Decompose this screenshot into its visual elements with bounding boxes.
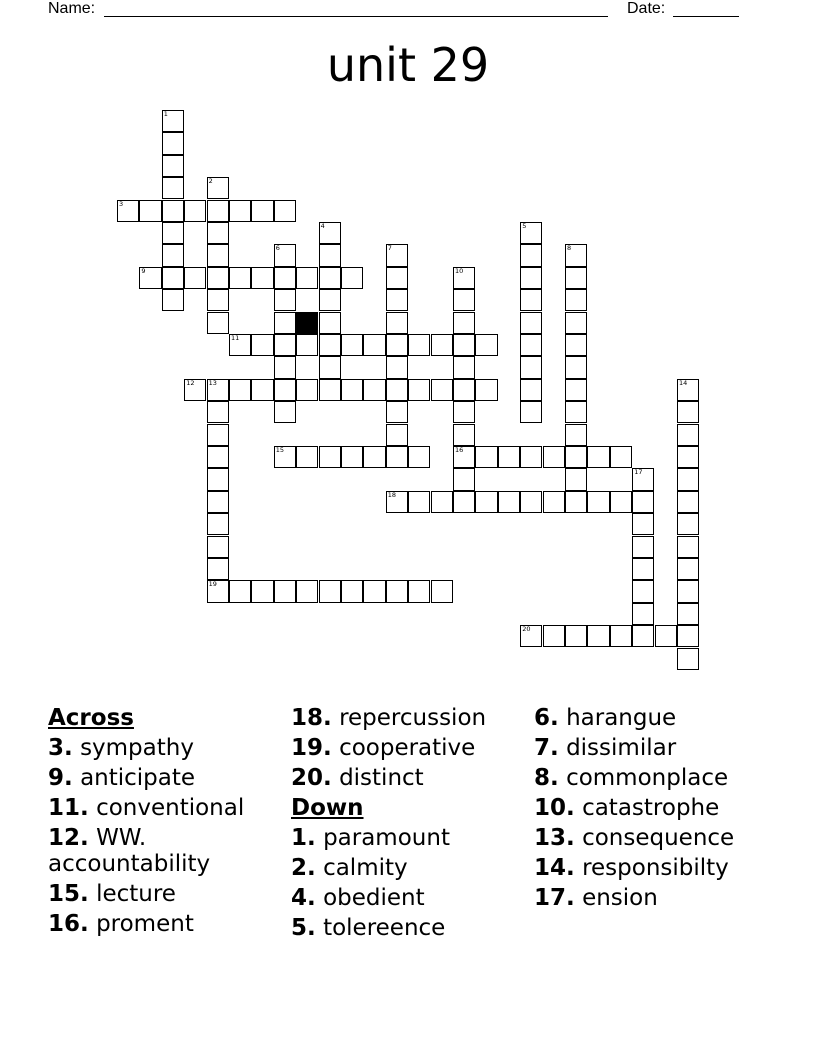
grid-cell[interactable] bbox=[565, 334, 587, 356]
grid-cell[interactable] bbox=[565, 379, 587, 401]
clue-down-14: 14. responsibilty bbox=[534, 855, 729, 881]
grid-cell[interactable] bbox=[162, 200, 184, 222]
grid-cell[interactable] bbox=[632, 536, 654, 558]
grid-cell[interactable] bbox=[677, 468, 699, 490]
grid-cell[interactable] bbox=[543, 446, 565, 468]
clue-across-9: 9. anticipate bbox=[48, 765, 196, 791]
grid-cell[interactable] bbox=[386, 312, 408, 334]
grid-cell[interactable] bbox=[386, 580, 408, 602]
grid-cell[interactable] bbox=[207, 468, 229, 490]
grid-cell[interactable] bbox=[565, 289, 587, 311]
clue-across-19: 19. cooperative bbox=[291, 735, 476, 761]
grid-cell[interactable] bbox=[520, 491, 542, 513]
grid-cell[interactable] bbox=[475, 334, 497, 356]
grid-cell[interactable] bbox=[184, 200, 206, 222]
grid-cell[interactable] bbox=[543, 625, 565, 647]
grid-cell[interactable] bbox=[274, 267, 296, 289]
grid-cell[interactable] bbox=[207, 379, 229, 401]
cell-number: 2 bbox=[208, 177, 213, 186]
grid-cell[interactable] bbox=[207, 244, 229, 266]
grid-cell[interactable] bbox=[251, 200, 273, 222]
grid-cell[interactable] bbox=[207, 222, 229, 244]
grid-cell[interactable] bbox=[319, 356, 341, 378]
grid-cell[interactable] bbox=[453, 424, 475, 446]
grid-cell[interactable] bbox=[565, 244, 587, 266]
clues-column-1 bbox=[48, 703, 244, 939]
grid-cell[interactable] bbox=[274, 580, 296, 602]
grid-cell[interactable] bbox=[363, 334, 385, 356]
grid-cell[interactable] bbox=[207, 558, 229, 580]
grid-cell[interactable] bbox=[565, 267, 587, 289]
grid-cell[interactable] bbox=[274, 244, 296, 266]
clue-down-1: 1. paramount bbox=[291, 825, 450, 851]
cell-number: 7 bbox=[387, 244, 392, 253]
grid-cell[interactable] bbox=[341, 267, 363, 289]
grid-cell[interactable] bbox=[677, 625, 699, 647]
grid-cell[interactable] bbox=[319, 580, 341, 602]
grid-cell[interactable] bbox=[386, 334, 408, 356]
grid-cell[interactable] bbox=[162, 244, 184, 266]
grid-cell[interactable] bbox=[520, 222, 542, 244]
grid-cell[interactable] bbox=[498, 446, 520, 468]
grid-cell[interactable] bbox=[498, 491, 520, 513]
grid-cell[interactable] bbox=[229, 580, 251, 602]
grid-cell[interactable] bbox=[319, 267, 341, 289]
clue-down-8: 8. commonplace bbox=[534, 765, 729, 791]
grid-cell[interactable] bbox=[386, 446, 408, 468]
grid-cell[interactable] bbox=[229, 334, 251, 356]
grid-cell[interactable] bbox=[632, 513, 654, 535]
grid-cell[interactable] bbox=[453, 491, 475, 513]
grid-cell[interactable] bbox=[207, 424, 229, 446]
cell-number: 8 bbox=[567, 244, 572, 253]
cell-number: 17 bbox=[634, 468, 643, 477]
grid-cell[interactable] bbox=[251, 267, 273, 289]
grid-cell[interactable] bbox=[431, 379, 453, 401]
grid-cell[interactable] bbox=[207, 536, 229, 558]
grid-cell[interactable] bbox=[319, 289, 341, 311]
grid-cell[interactable] bbox=[386, 424, 408, 446]
grid-cell[interactable] bbox=[632, 491, 654, 513]
grid-cell[interactable] bbox=[207, 267, 229, 289]
across-heading: Across bbox=[48, 705, 134, 731]
clue-down-6: 6. harangue bbox=[534, 705, 677, 731]
cell-number: 3 bbox=[119, 199, 124, 208]
grid-cell[interactable] bbox=[386, 356, 408, 378]
grid-cell[interactable] bbox=[274, 200, 296, 222]
cell-number: 14 bbox=[679, 378, 688, 387]
grid-cell[interactable] bbox=[453, 289, 475, 311]
grid-cell[interactable] bbox=[363, 379, 385, 401]
cell-number: 9 bbox=[141, 266, 146, 275]
cell-number: 20 bbox=[522, 625, 531, 634]
grid-cell[interactable] bbox=[587, 625, 609, 647]
grid-cell[interactable] bbox=[453, 446, 475, 468]
down-heading: Down bbox=[291, 795, 364, 821]
clue-down-10: 10. catastrophe bbox=[534, 795, 720, 821]
grid-cell[interactable] bbox=[207, 401, 229, 423]
grid-cell[interactable] bbox=[319, 379, 341, 401]
cell-number: 16 bbox=[455, 446, 464, 454]
grid-cell[interactable] bbox=[565, 312, 587, 334]
grid-cell[interactable] bbox=[677, 446, 699, 468]
grid-cell[interactable] bbox=[162, 110, 184, 132]
grid-cell[interactable] bbox=[207, 513, 229, 535]
grid-cell[interactable] bbox=[319, 312, 341, 334]
grid-cell[interactable] bbox=[520, 267, 542, 289]
grid-cell[interactable] bbox=[274, 379, 296, 401]
grid-cell[interactable] bbox=[251, 580, 273, 602]
grid-cell[interactable] bbox=[565, 468, 587, 490]
clue-across-16: 16. proment bbox=[48, 911, 194, 937]
grid-cell[interactable] bbox=[274, 312, 296, 334]
grid-cell[interactable] bbox=[251, 334, 273, 356]
clue-across-20: 20. distinct bbox=[291, 765, 424, 791]
grid-cell[interactable] bbox=[274, 356, 296, 378]
grid-cell[interactable] bbox=[520, 446, 542, 468]
grid-cell[interactable] bbox=[251, 379, 273, 401]
grid-cell[interactable] bbox=[520, 289, 542, 311]
cell-number: 12 bbox=[186, 378, 195, 387]
grid-cell[interactable] bbox=[207, 200, 229, 222]
grid-cell[interactable] bbox=[453, 356, 475, 378]
grid-cell[interactable] bbox=[475, 446, 497, 468]
grid-cell[interactable] bbox=[296, 267, 318, 289]
grid-cell[interactable] bbox=[162, 222, 184, 244]
grid-cell[interactable] bbox=[565, 424, 587, 446]
grid-cell[interactable] bbox=[565, 491, 587, 513]
clue-across-18: 18. repercussion bbox=[291, 705, 487, 731]
grid-cell[interactable] bbox=[386, 289, 408, 311]
clue-across-11: 11. conventional bbox=[48, 795, 245, 821]
grid-cell[interactable] bbox=[386, 244, 408, 266]
grid-cell[interactable] bbox=[677, 648, 699, 670]
grid-cell[interactable] bbox=[453, 401, 475, 423]
grid-cell[interactable] bbox=[565, 446, 587, 468]
grid-cell[interactable] bbox=[229, 379, 251, 401]
grid-cell[interactable] bbox=[431, 491, 453, 513]
grid-cell[interactable] bbox=[632, 468, 654, 490]
cell-number: 18 bbox=[387, 490, 397, 499]
grid-cell[interactable] bbox=[587, 446, 609, 468]
grid-cell[interactable] bbox=[184, 267, 206, 289]
grid-cell[interactable] bbox=[162, 177, 184, 199]
grid-cell[interactable] bbox=[610, 625, 632, 647]
cell-number: 13 bbox=[208, 378, 217, 387]
clue-across-15: 15. lecture bbox=[48, 881, 176, 907]
clue-across-12: 12. WW. accountability bbox=[48, 825, 211, 877]
grid-cell[interactable] bbox=[543, 491, 565, 513]
grid-cell[interactable] bbox=[139, 267, 161, 289]
grid-cell[interactable] bbox=[229, 200, 251, 222]
grid-cell[interactable] bbox=[610, 491, 632, 513]
clue-down-4: 4. obedient bbox=[291, 885, 425, 911]
grid-cell[interactable] bbox=[207, 446, 229, 468]
grid-cell[interactable] bbox=[677, 401, 699, 423]
cell-number: 5 bbox=[522, 222, 527, 230]
grid-cell[interactable] bbox=[319, 334, 341, 356]
grid-cell[interactable] bbox=[610, 446, 632, 468]
clue-across-3: 3. sympathy bbox=[48, 735, 194, 761]
grid-cell[interactable] bbox=[520, 356, 542, 378]
clue-down-5: 5. tolereence bbox=[291, 915, 446, 941]
clue-down-17: 17. ension bbox=[534, 885, 658, 911]
grid-cell[interactable] bbox=[296, 446, 318, 468]
grid-cell[interactable] bbox=[274, 289, 296, 311]
grid-cell[interactable] bbox=[296, 379, 318, 401]
clue-down-13: 13. consequence bbox=[534, 825, 735, 851]
grid-cell[interactable] bbox=[677, 513, 699, 535]
grid-cell[interactable] bbox=[520, 334, 542, 356]
grid-cell[interactable] bbox=[655, 625, 677, 647]
grid-cell[interactable] bbox=[229, 267, 251, 289]
cell-number: 10 bbox=[455, 266, 464, 275]
grid-cell[interactable] bbox=[453, 379, 475, 401]
grid-cell[interactable] bbox=[677, 580, 699, 602]
grid-cell[interactable] bbox=[520, 379, 542, 401]
grid-cell[interactable] bbox=[363, 580, 385, 602]
grid-cell[interactable] bbox=[453, 267, 475, 289]
grid-cell[interactable] bbox=[341, 580, 363, 602]
date-line[interactable] bbox=[673, 16, 739, 17]
grid-cell[interactable] bbox=[386, 491, 408, 513]
grid-cell[interactable] bbox=[677, 424, 699, 446]
grid-cell[interactable] bbox=[565, 625, 587, 647]
black-cell bbox=[296, 312, 318, 334]
grid-cell[interactable] bbox=[520, 625, 542, 647]
grid-cell[interactable] bbox=[162, 132, 184, 154]
grid-cell[interactable] bbox=[207, 491, 229, 513]
grid-cell[interactable] bbox=[184, 379, 206, 401]
grid-cell[interactable] bbox=[520, 312, 542, 334]
grid-cell[interactable] bbox=[274, 401, 296, 423]
grid-cell[interactable] bbox=[632, 603, 654, 625]
clue-down-2: 2. calmity bbox=[291, 855, 408, 881]
grid-cell[interactable] bbox=[632, 558, 654, 580]
grid-cell[interactable] bbox=[520, 244, 542, 266]
grid-cell[interactable] bbox=[520, 401, 542, 423]
grid-cell[interactable] bbox=[475, 491, 497, 513]
clue-down-7: 7. dissimilar bbox=[534, 735, 677, 761]
cell-number: 6 bbox=[275, 244, 280, 253]
grid-cell[interactable] bbox=[162, 267, 184, 289]
grid-cell[interactable] bbox=[453, 468, 475, 490]
grid-cell[interactable] bbox=[319, 244, 341, 266]
cell-number: 11 bbox=[231, 334, 240, 342]
cell-number: 4 bbox=[320, 222, 325, 230]
grid-cell[interactable] bbox=[677, 536, 699, 558]
cell-number: 1 bbox=[163, 110, 168, 118]
name-label: Name: bbox=[48, 0, 96, 17]
grid-cell[interactable] bbox=[319, 222, 341, 244]
grid-cell[interactable] bbox=[319, 446, 341, 468]
grid-cell[interactable] bbox=[408, 334, 430, 356]
name-line[interactable] bbox=[104, 16, 608, 17]
grid-cell[interactable] bbox=[408, 379, 430, 401]
puzzle-title: unit 29 bbox=[326, 38, 490, 92]
grid-cell[interactable] bbox=[475, 379, 497, 401]
grid-cell[interactable] bbox=[677, 603, 699, 625]
grid-cell[interactable] bbox=[386, 267, 408, 289]
cell-number: 19 bbox=[208, 580, 217, 589]
clues-column-2 bbox=[291, 703, 486, 943]
cell-number: 15 bbox=[275, 446, 285, 454]
grid-cell[interactable] bbox=[453, 312, 475, 334]
grid-cell[interactable] bbox=[117, 200, 139, 222]
grid-cell[interactable] bbox=[431, 334, 453, 356]
grid-cell[interactable] bbox=[139, 200, 161, 222]
grid-cell[interactable] bbox=[677, 491, 699, 513]
grid-cell[interactable] bbox=[363, 446, 385, 468]
grid-cell[interactable] bbox=[296, 580, 318, 602]
grid-cell[interactable] bbox=[632, 580, 654, 602]
grid-cell[interactable] bbox=[386, 401, 408, 423]
grid-cell[interactable] bbox=[341, 334, 363, 356]
grid-cell[interactable] bbox=[677, 558, 699, 580]
grid-cell[interactable] bbox=[408, 446, 430, 468]
grid-cell[interactable] bbox=[207, 177, 229, 199]
grid-cell[interactable] bbox=[162, 289, 184, 311]
grid-cell[interactable] bbox=[565, 356, 587, 378]
grid-cell[interactable] bbox=[587, 491, 609, 513]
grid-cell[interactable] bbox=[341, 379, 363, 401]
grid-cell[interactable] bbox=[274, 334, 296, 356]
clues-column-3 bbox=[534, 703, 734, 913]
grid-cell[interactable] bbox=[677, 379, 699, 401]
grid-cell[interactable] bbox=[162, 155, 184, 177]
grid-cell[interactable] bbox=[386, 379, 408, 401]
grid-cell[interactable] bbox=[207, 312, 229, 334]
grid-cell[interactable] bbox=[408, 491, 430, 513]
date-label: Date: bbox=[627, 0, 666, 17]
grid-cell[interactable] bbox=[274, 446, 296, 468]
grid-cell[interactable] bbox=[296, 334, 318, 356]
grid-cell[interactable] bbox=[207, 289, 229, 311]
grid-cell[interactable] bbox=[341, 446, 363, 468]
grid-cell[interactable] bbox=[431, 580, 453, 602]
grid-cell[interactable] bbox=[207, 580, 229, 602]
grid-cell[interactable] bbox=[408, 580, 430, 602]
grid-cell[interactable] bbox=[565, 401, 587, 423]
grid-cell[interactable] bbox=[632, 625, 654, 647]
grid-cell[interactable] bbox=[453, 334, 475, 356]
